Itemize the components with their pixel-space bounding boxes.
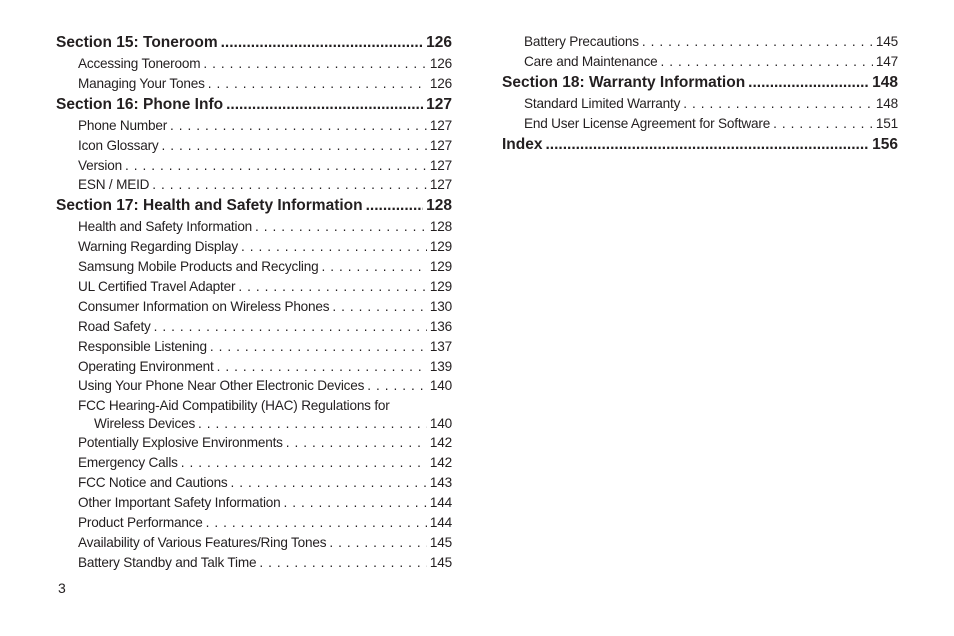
section-title: Section 15: Toneroom [56,34,218,51]
entry-page: 151 [875,115,898,131]
toc-entry[interactable] [56,56,452,76]
toc-entry[interactable] [502,54,898,74]
entry-label: Emergency Calls [78,455,178,471]
dot-leader [217,359,427,374]
dot-leader [321,259,426,274]
entry-page: 144 [429,495,452,511]
section-page: 148 [872,73,898,91]
dot-leader [286,435,427,450]
entry-label: Responsible Listening [78,338,207,354]
dot-leader [152,177,427,192]
dot-leader [154,319,427,334]
section-page: 126 [426,34,452,51]
entry-page: 147 [875,53,898,69]
entry-label: Wireless Devices [94,416,196,432]
dot-leader [748,74,869,92]
dot-leader [683,96,873,111]
entry-page: 137 [429,338,452,354]
toc-left-column [56,34,452,575]
toc-section-18[interactable] [502,74,898,96]
entry-label: Other Important Safety Information [78,495,281,511]
entry-page: 148 [875,95,898,111]
toc-section-15[interactable] [56,34,452,56]
entry-label: Battery Standby and Talk Time [78,554,257,570]
toc-entry[interactable] [56,299,452,319]
entry-label: Warning Regarding Display [78,239,238,255]
dot-leader [198,416,427,431]
toc-index[interactable] [502,136,898,158]
dot-leader [203,56,427,71]
toc-entry[interactable] [56,279,452,299]
toc-entry[interactable] [56,239,452,259]
toc-entry[interactable] [502,34,898,54]
entry-label: ESN / MEID [78,177,150,193]
toc-entry[interactable] [56,259,452,279]
toc-entry[interactable] [56,475,452,495]
dot-leader [170,118,427,133]
entry-label: Consumer Information on Wireless Phones [78,298,330,314]
entry-label: Managing Your Tones [78,75,205,91]
entry-label: Road Safety [78,318,151,334]
dot-leader [162,138,427,153]
entry-label: Battery Precautions [524,34,639,49]
entry-page: 140 [429,378,452,394]
dot-leader [181,455,427,470]
entry-label: Version [78,157,122,173]
entry-label: Samsung Mobile Products and Recycling [78,259,319,275]
entry-label: FCC Hearing-Aid Compatibility (HAC) Regulations for [78,398,390,414]
dot-leader [231,475,427,490]
toc-section-17[interactable] [56,197,452,219]
dot-leader [241,239,427,254]
entry-page: 127 [429,137,452,153]
entry-page: 129 [429,239,452,255]
toc-right-column [502,34,898,158]
dot-leader [255,219,427,234]
toc-entry-fcc-line2[interactable] [56,416,452,435]
page-number: 3 [58,580,66,596]
toc-entry[interactable] [56,515,452,535]
entry-label: Icon Glossary [78,137,159,153]
dot-leader [259,555,427,570]
toc-entry[interactable] [56,319,452,339]
dot-leader [329,535,427,550]
toc-entry[interactable] [56,495,452,515]
entry-label: Using Your Phone Near Other Electronic Devices [78,378,365,394]
toc-section-16[interactable] [56,96,452,118]
entry-page: 139 [429,358,452,374]
entry-page: 129 [429,259,452,275]
entry-page: 130 [429,298,452,314]
entry-page: 142 [429,455,452,471]
dot-leader [367,378,427,393]
toc-entry[interactable] [56,76,452,96]
entry-label: Potentially Explosive Environments [78,435,283,451]
entry-page: 145 [875,34,898,49]
entry-label: Availability of Various Features/Ring Tones [78,534,327,550]
entry-page: 136 [429,318,452,334]
entry-label: Health and Safety Information [78,219,253,235]
dot-leader [210,339,427,354]
dot-leader [206,515,427,530]
entry-label: Accessing Toneroom [78,56,201,71]
toc-entry[interactable] [56,555,452,575]
entry-label: Product Performance [78,514,203,530]
section-page: 128 [426,197,452,215]
section-title: Section 17: Health and Safety Information [56,197,363,215]
entry-label: Phone Number [78,117,168,133]
dot-leader [284,495,427,510]
entry-page: 145 [429,554,452,570]
toc-entry-fcc-line1[interactable] [56,398,452,416]
section-page: 127 [426,95,452,113]
toc-entry[interactable] [56,435,452,455]
toc-entry[interactable] [56,455,452,475]
toc-entry[interactable] [502,96,898,116]
entry-page: 127 [429,157,452,173]
entry-label: FCC Notice and Cautions [78,475,228,491]
toc-entry[interactable] [56,177,452,197]
entry-label: End User License Agreement for Software [524,115,771,131]
entry-label: Care and Maintenance [524,53,658,69]
section-title: Section 16: Phone Info [56,95,224,113]
entry-label: Standard Limited Warranty [524,95,681,111]
section-title: Section 18: Warranty Information [502,73,746,91]
dot-leader [332,299,427,314]
toc-entry[interactable] [56,138,452,158]
toc-entry[interactable] [56,378,452,398]
entry-page: 145 [429,534,452,550]
dot-leader [208,76,427,91]
dot-leader [545,136,869,154]
entry-page: 126 [429,75,452,91]
dot-leader [226,96,423,114]
toc-entry[interactable] [502,116,898,136]
dot-leader [366,197,424,215]
toc-entry[interactable] [56,158,452,178]
entry-page: 127 [429,177,452,193]
dot-leader [773,116,873,131]
section-page: 156 [872,135,898,153]
entry-label: Operating Environment [78,358,214,374]
entry-page: 142 [429,435,452,451]
dot-leader [125,158,427,173]
entry-page: 128 [429,219,452,235]
toc-entry[interactable] [56,339,452,359]
toc-entry[interactable] [56,118,452,138]
entry-page: 126 [429,56,452,71]
toc-entry[interactable] [56,535,452,555]
dot-leader [221,34,424,52]
entry-page: 140 [429,416,452,432]
dot-leader [661,54,873,69]
entry-page: 143 [429,475,452,491]
entry-page: 127 [429,117,452,133]
section-title: Index [502,135,543,153]
dot-leader [642,34,873,49]
entry-label: UL Certified Travel Adapter [78,279,236,295]
entry-page: 144 [429,514,452,530]
toc-entry[interactable] [56,219,452,239]
toc-entry[interactable] [56,359,452,379]
entry-page: 129 [429,279,452,295]
dot-leader [238,279,427,294]
